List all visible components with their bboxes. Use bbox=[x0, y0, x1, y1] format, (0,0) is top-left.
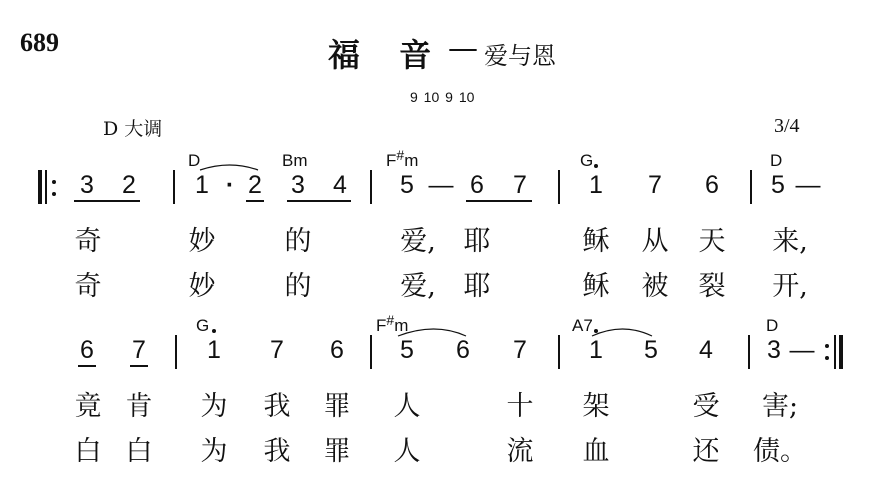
note: 6 bbox=[456, 336, 470, 364]
eighth-underline bbox=[130, 365, 148, 367]
dot-augmentation: · bbox=[225, 171, 235, 199]
note: 1 bbox=[207, 336, 221, 364]
hymn-title: 福 音 bbox=[328, 36, 446, 74]
repeat-end-thick-bar bbox=[839, 335, 843, 369]
barline bbox=[175, 335, 177, 369]
note: 7 bbox=[132, 336, 146, 364]
chord-f-sharp-m: F#m bbox=[386, 147, 419, 170]
note: 6 bbox=[705, 171, 719, 199]
repeat-dot bbox=[52, 180, 56, 184]
lyric-verse2: 耶 bbox=[463, 271, 491, 302]
lyric-verse1: 十 bbox=[506, 391, 534, 422]
title-dash: — bbox=[448, 31, 478, 66]
lyric-verse1: 害; bbox=[761, 391, 799, 422]
lyric-verse2: 被 bbox=[641, 271, 669, 302]
lyric-verse1: 稣 bbox=[582, 226, 610, 257]
high-octave-dot bbox=[594, 164, 598, 168]
note-dash: — bbox=[795, 171, 821, 199]
lyric-verse1: 人 bbox=[393, 391, 421, 422]
note: 6 bbox=[470, 171, 484, 199]
lyric-verse2: 血 bbox=[582, 436, 610, 467]
barline bbox=[558, 335, 560, 369]
time-signature: 3/4 bbox=[774, 115, 800, 137]
lyric-verse2: 人 bbox=[393, 436, 421, 467]
repeat-start-thin-bar bbox=[45, 170, 47, 204]
chord-d: D bbox=[188, 151, 201, 170]
note: 3 bbox=[291, 171, 305, 199]
lyric-verse1: 我 bbox=[263, 391, 291, 422]
chord-d: D bbox=[770, 151, 783, 170]
note: 7 bbox=[513, 336, 527, 364]
repeat-dot bbox=[825, 344, 829, 348]
note: 5 bbox=[644, 336, 658, 364]
meter: 9 10 9 10 bbox=[410, 89, 475, 105]
note: 4 bbox=[333, 171, 347, 199]
eighth-underline bbox=[246, 200, 264, 202]
lyric-verse2: 妙 bbox=[188, 271, 216, 302]
note: 3 bbox=[767, 336, 781, 364]
lyric-verse1: 为 bbox=[200, 391, 228, 422]
repeat-start-thick-bar bbox=[38, 170, 42, 204]
note: 7 bbox=[648, 171, 662, 199]
note-dash: — bbox=[428, 171, 454, 199]
barline bbox=[370, 335, 372, 369]
note: 3 bbox=[80, 171, 94, 199]
lyric-verse1: 来, bbox=[772, 226, 808, 257]
note: 2 bbox=[248, 171, 262, 199]
high-octave-dot bbox=[212, 329, 216, 333]
lyric-verse2: 债。 bbox=[753, 436, 807, 467]
lyric-verse1: 竟 bbox=[74, 391, 102, 422]
lyric-verse2: 流 bbox=[506, 436, 534, 467]
lyric-verse2: 为 bbox=[200, 436, 228, 467]
note-dash: — bbox=[789, 336, 815, 364]
repeat-end-thin-bar bbox=[834, 335, 836, 369]
eighth-underline bbox=[287, 200, 351, 202]
note: 6 bbox=[80, 336, 94, 364]
hymn-number: 689 bbox=[20, 28, 59, 57]
lyric-verse1: 天 bbox=[698, 226, 726, 257]
chord-g: G bbox=[580, 151, 594, 170]
repeat-dot bbox=[825, 356, 829, 360]
lyric-verse2: 裂 bbox=[698, 271, 726, 302]
lyric-verse2: 罪 bbox=[323, 436, 351, 467]
note: 2 bbox=[122, 171, 136, 199]
lyric-verse2: 还 bbox=[692, 436, 720, 467]
high-octave-dot bbox=[594, 329, 598, 333]
lyric-verse1: 的 bbox=[284, 226, 312, 257]
lyric-verse1: 奇 bbox=[74, 226, 102, 257]
chord-a7: A7 bbox=[572, 316, 593, 335]
barline bbox=[748, 335, 750, 369]
note: 5 bbox=[400, 171, 414, 199]
barline bbox=[173, 170, 175, 204]
hymn-subtitle: 爱与恩 bbox=[484, 42, 556, 70]
barline bbox=[750, 170, 752, 204]
lyric-verse2: 爱, bbox=[400, 271, 436, 302]
lyric-verse2: 稣 bbox=[582, 271, 610, 302]
lyric-verse1: 架 bbox=[582, 391, 610, 422]
note: 6 bbox=[330, 336, 344, 364]
note: 5 bbox=[400, 336, 414, 364]
eighth-underline bbox=[74, 200, 140, 202]
note: 4 bbox=[699, 336, 713, 364]
lyric-verse2: 奇 bbox=[74, 271, 102, 302]
chord-bm: Bm bbox=[282, 151, 308, 170]
lyric-verse1: 爱, bbox=[400, 226, 436, 257]
lyric-verse2: 白 bbox=[74, 436, 102, 467]
lyric-verse2: 开, bbox=[772, 271, 808, 302]
lyric-verse1: 肯 bbox=[125, 391, 153, 422]
slur-1 bbox=[200, 165, 258, 170]
key-signature: D 大调 bbox=[103, 118, 163, 140]
eighth-underline bbox=[466, 200, 532, 202]
lyric-verse1: 妙 bbox=[188, 226, 216, 257]
lyric-verse2: 的 bbox=[284, 271, 312, 302]
note: 7 bbox=[270, 336, 284, 364]
lyric-verse2: 我 bbox=[263, 436, 291, 467]
lyric-verse1: 耶 bbox=[463, 226, 491, 257]
lyric-verse1: 受 bbox=[692, 391, 720, 422]
eighth-underline bbox=[78, 365, 96, 367]
note: 1 bbox=[589, 336, 603, 364]
chord-d: D bbox=[766, 316, 779, 335]
note: 5 bbox=[771, 171, 785, 199]
chord-g: G bbox=[196, 316, 210, 335]
note: 1 bbox=[195, 171, 209, 199]
lyric-verse1: 从 bbox=[641, 226, 669, 257]
note: 1 bbox=[589, 171, 603, 199]
note: 7 bbox=[513, 171, 527, 199]
slur-3 bbox=[592, 329, 652, 336]
repeat-dot bbox=[52, 192, 56, 196]
lyric-verse1: 罪 bbox=[323, 391, 351, 422]
lyric-verse2: 白 bbox=[125, 436, 153, 467]
chord-f-sharp-m: F#m bbox=[376, 312, 409, 335]
barline bbox=[370, 170, 372, 204]
barline bbox=[558, 170, 560, 204]
